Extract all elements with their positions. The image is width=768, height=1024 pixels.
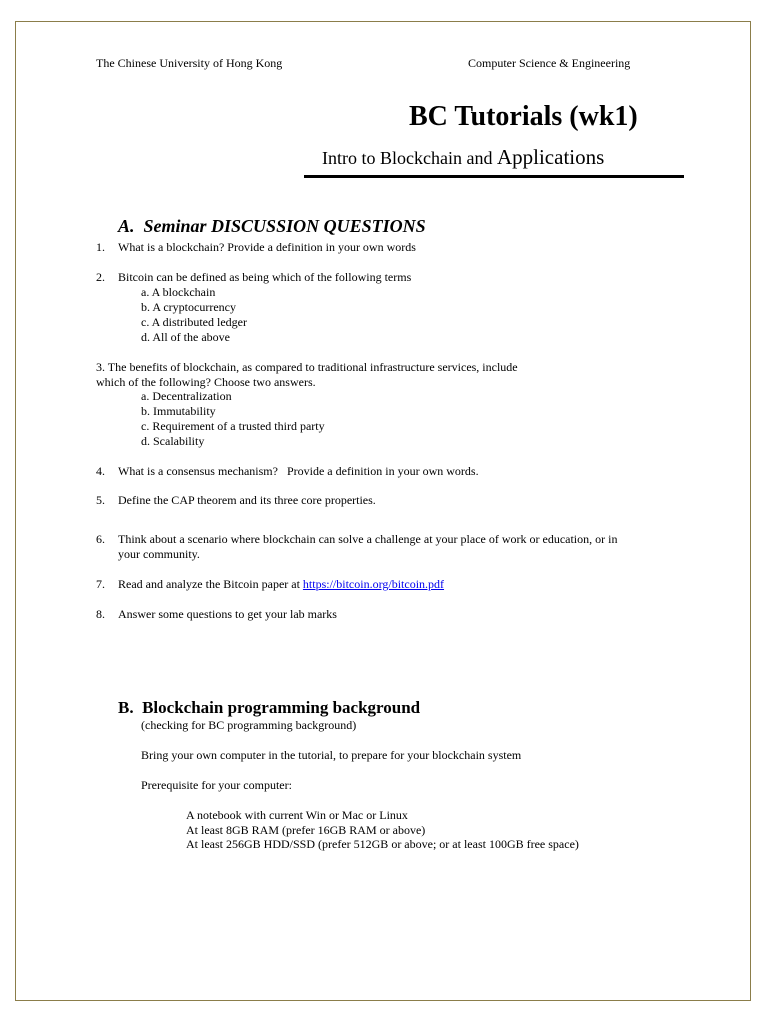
question-number: 7. bbox=[96, 577, 105, 591]
question-text: Answer some questions to get your lab marks bbox=[118, 607, 337, 621]
section-b-note: (checking for BC programming background) bbox=[141, 718, 357, 732]
bring-computer-text: Bring your own computer in the tutorial, to prepare for your blockchain system bbox=[141, 748, 522, 762]
subtitle-part2: Applications bbox=[496, 145, 605, 169]
question-text: What is a consensus mechanism? Provide a definition in your own words. bbox=[118, 464, 479, 478]
section-a-heading bbox=[118, 216, 426, 237]
subtitle-part1: Intro to Blockchain and bbox=[322, 148, 497, 168]
prerequisite-item: At least 256GB HDD/SSD (prefer 512GB or above; or at least 100GB free space) bbox=[186, 837, 579, 851]
question-number: 8. bbox=[96, 607, 105, 621]
title-rule bbox=[304, 175, 684, 178]
option-item: c. Requirement of a trusted third party bbox=[141, 419, 325, 433]
question-number: 5. bbox=[96, 493, 105, 507]
section-b-title: Blockchain programming background bbox=[142, 698, 421, 717]
question-text: Define the CAP theorem and its three core properties. bbox=[118, 493, 376, 507]
option-item: c. A distributed ledger bbox=[141, 315, 247, 329]
section-b-heading bbox=[118, 698, 420, 718]
question-text-prefix: Read and analyze the Bitcoin paper at bbox=[118, 577, 303, 591]
question-text-line1: 3. The benefits of blockchain, as compared to traditional infrastructure services, include bbox=[96, 360, 518, 374]
question-number: 1. bbox=[96, 240, 105, 254]
document-subtitle bbox=[322, 145, 604, 170]
question-number: 6. bbox=[96, 532, 105, 546]
option-item: d. All of the above bbox=[141, 330, 230, 344]
header-department: Computer Science & Engineering bbox=[468, 56, 631, 70]
question-text-line2: which of the following? Choose two answers. bbox=[96, 375, 316, 389]
option-item: a. Decentralization bbox=[141, 389, 232, 403]
option-item: a. A blockchain bbox=[141, 285, 216, 299]
prerequisite-item: At least 8GB RAM (prefer 16GB RAM or above) bbox=[186, 823, 426, 837]
option-item: b. A cryptocurrency bbox=[141, 300, 236, 314]
question-text bbox=[118, 577, 444, 592]
prerequisite-item: A notebook with current Win or Mac or Linux bbox=[186, 808, 408, 822]
header-university: The Chinese University of Hong Kong bbox=[96, 56, 283, 70]
option-item: b. Immutability bbox=[141, 404, 216, 418]
question-text-line1: Think about a scenario where blockchain can solve a challenge at your place of work or education, or in bbox=[118, 532, 618, 546]
section-a-letter: A. bbox=[118, 216, 135, 236]
question-text: What is a blockchain? Provide a definition in your own words bbox=[118, 240, 416, 254]
question-text: Bitcoin can be defined as being which of the following terms bbox=[118, 270, 412, 284]
option-item: d. Scalability bbox=[141, 434, 205, 448]
bitcoin-paper-link[interactable]: https://bitcoin.org/bitcoin.pdf bbox=[302, 577, 445, 591]
prerequisite-label: Prerequisite for your computer: bbox=[141, 778, 292, 792]
section-a-title: Seminar DISCUSSION QUESTIONS bbox=[143, 216, 426, 236]
question-text-line2: your community. bbox=[118, 547, 200, 561]
question-number: 2. bbox=[96, 270, 105, 284]
section-b-letter: B. bbox=[118, 698, 134, 717]
question-number: 4. bbox=[96, 464, 105, 478]
document-title: BC Tutorials (wk1) bbox=[409, 101, 638, 132]
